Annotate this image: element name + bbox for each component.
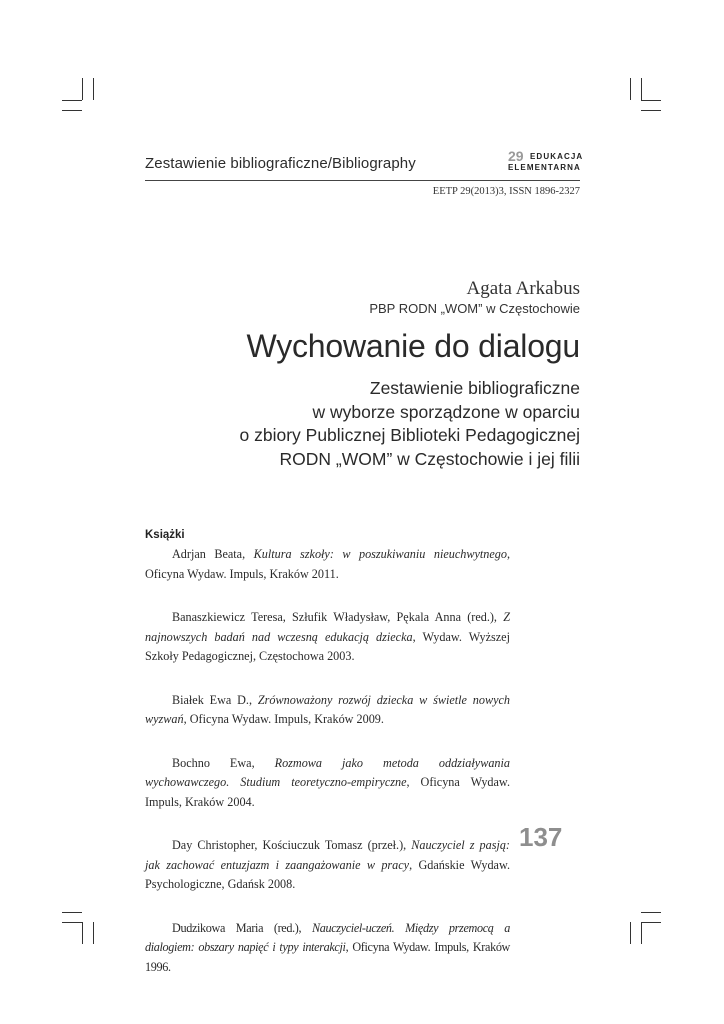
entry-title: Z najnowszych badań nad wczesną edukacją dziecka (145, 610, 510, 644)
subtitle-line: Zestawienie bibliograficzne (369, 378, 580, 398)
journal-logo (508, 148, 584, 172)
entry-authors: Banaszkiewicz Teresa, Szłufik Władysław, Pękala Anna (red.), (172, 610, 504, 624)
entry-publisher: , Wydaw. Wyższej Szkoły Pedagogicznej, Częstochowa 2003. (145, 629, 510, 663)
running-header: Zestawienie bibliograficzne/Bibliography (145, 155, 416, 172)
entry-publisher: , Oficyna Wydaw. Impuls, Kraków 2009. (183, 712, 384, 726)
subtitle-line: o zbiory Publicznej Biblioteki Pedagogicznej (239, 425, 580, 445)
entry-publisher: , Oficyna Wydaw. Impuls, Kraków 2011. (145, 547, 510, 581)
entry-title: Kultura szkoły: w poszukiwaniu nieuchwytnego (253, 547, 507, 561)
author-affiliation: PBP RODN „WOM” w Częstochowie (369, 301, 580, 316)
entry-publisher: , Gdańskie Wydaw. Psychologiczne, Gdańsk 2008. (145, 857, 511, 891)
article-subtitle (240, 377, 580, 471)
bibliography-entry (145, 545, 510, 584)
entry-authors: Adrjan Beata, (172, 547, 254, 561)
entry-authors: Day Christopher, Kościuczuk Tomasz (przeł.), (172, 838, 412, 852)
logo-line1: EDUKACJA (530, 152, 584, 161)
logo-line2: ELEMENTARNA (508, 163, 581, 172)
bibliography-entry (145, 608, 510, 667)
logo-number: 29 (508, 148, 524, 164)
bibliography-entry (145, 919, 510, 978)
article-title: Wychowanie do dialogu (246, 328, 580, 364)
entry-title: Nauczyciel z pasją: jak zachować entuzjazm i zaangażowanie w pracy (145, 838, 510, 872)
entry-authors: Bochno Ewa, (172, 755, 275, 770)
entry-title: Nauczyciel-uczeń. Między przemocą a dialogiem: obszary napięć i typy interakcji (145, 920, 510, 954)
bibliography-entry (145, 836, 510, 895)
entry-title: Rozmowa jako metoda oddziaływania wychowawczego. Studium teoretyczno-empiryczne (145, 755, 510, 789)
header-rule (145, 180, 580, 181)
section-heading: Książki (145, 529, 185, 541)
entry-authors: Białek Ewa D., (172, 692, 258, 707)
entry-title: Zrównoważony rozwój dziecka w świetle nowych wyzwań (145, 692, 510, 726)
subtitle-line: RODN „WOM” w Częstochowie i jej filii (279, 448, 580, 469)
entry-publisher: , Oficyna Wydaw. Impuls, Kraków 1996. (145, 940, 511, 974)
bibliography-entry (145, 754, 510, 813)
page-number: 137 (519, 822, 563, 852)
bibliography-list (145, 545, 510, 1001)
subtitle-line: w wyborze sporządzone w oparciu (312, 401, 580, 422)
entry-publisher: , Oficyna Wydaw. Impuls, Kraków 2004. (145, 775, 510, 809)
entry-authors: Dudzikowa Maria (red.), (172, 920, 312, 935)
author-name: Agata Arkabus (466, 278, 580, 299)
journal-reference: EETP 29(2013)3, ISSN 1896-2327 (432, 186, 580, 197)
bibliography-entry (145, 691, 510, 730)
